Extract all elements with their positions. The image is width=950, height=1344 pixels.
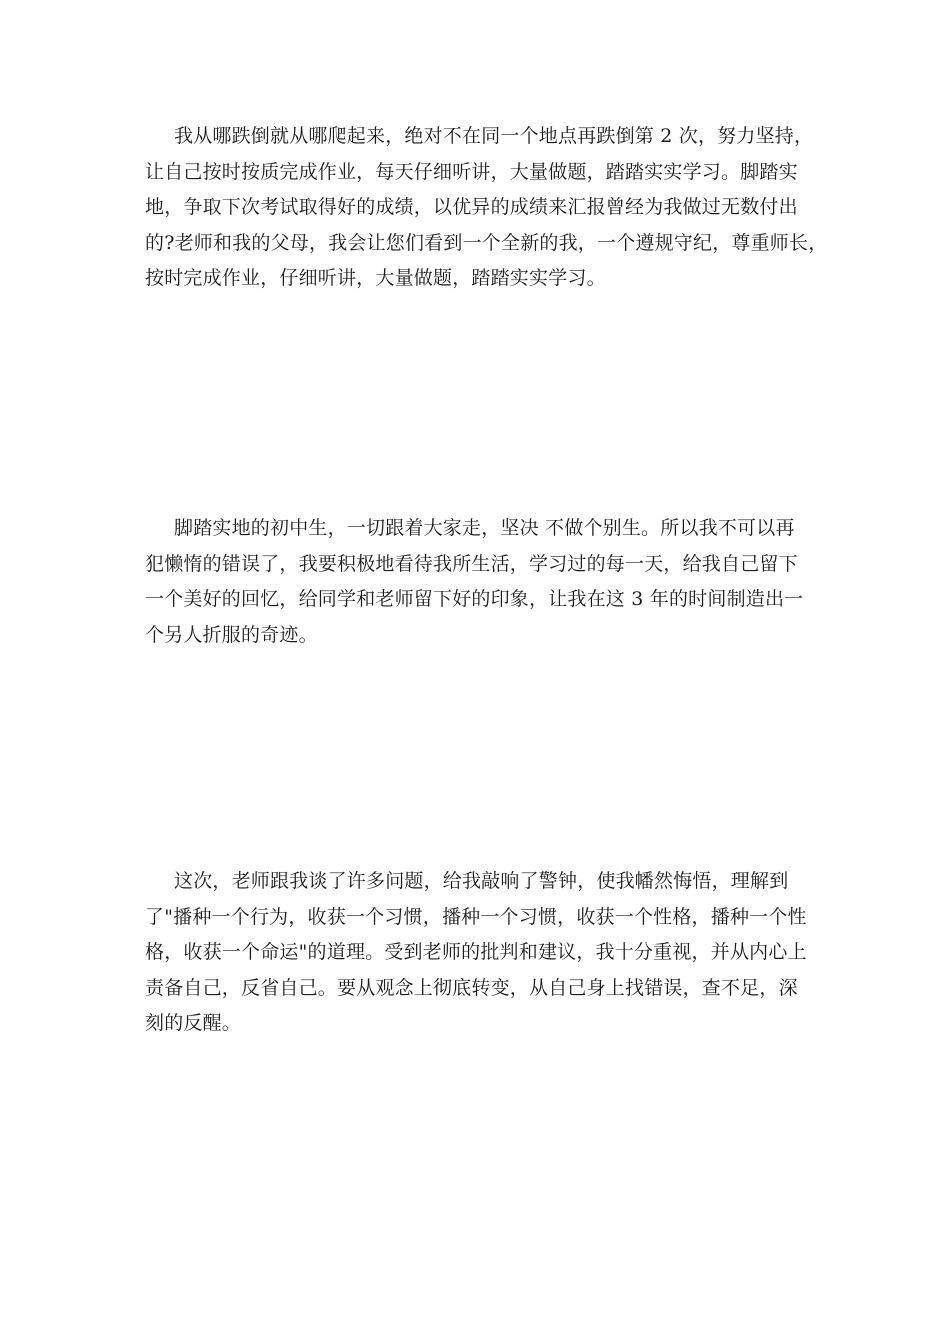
- paragraph-line: 一个美好的回忆，给同学和老师留下好的印象，让我在这 3 年的时间制造出一: [145, 588, 804, 610]
- paragraph-line: 我从哪跌倒就从哪爬起来，绝对不在同一个地点再跌倒第 2 次，努力坚持，: [174, 125, 814, 147]
- paragraph-line: 的?老师和我的父母，我会让您们看到一个全新的我，一个遵规守纪，尊重师长，: [145, 231, 828, 254]
- paragraph-line: 这次，老师跟我谈了许多问题，给我敲响了警钟，使我幡然悔悟，理解到: [174, 870, 789, 892]
- paragraph-line: 让自己按时按质完成作业，每天仔细听讲，大量做题，踏踏实实学习。脚踏实: [145, 160, 798, 183]
- paragraph-line: 地，争取下次考试取得好的成绩，以优异的成绩来汇报曾经为我做过无数付出: [145, 196, 798, 218]
- paragraph-1: [145, 119, 828, 297]
- paragraph-line: 个另人折服的奇迹。: [145, 623, 318, 646]
- paragraph-line: 刻的反醒。: [145, 1012, 242, 1034]
- paragraph-line: 格，收获一个命运"的道理。受到老师的批判和建议，我十分重视，并从内心上: [145, 941, 807, 963]
- paragraph-line: 脚踏实地的初中生，一切跟着大家走，坚决 不做个别生。所以我不可以再: [174, 517, 795, 539]
- paragraph-line: 按时完成作业，仔细听讲，大量做题，踏踏实实学习。: [145, 267, 606, 289]
- paragraph-line: 责备自己，反省自己。要从观念上彻底转变，从自己身上找错误，查不足，深: [145, 976, 798, 999]
- paragraph-3: [145, 864, 825, 1042]
- paragraph-line: 了"播种一个行为，收获一个习惯，播种一个习惯，收获一个性格，播种一个性: [145, 905, 807, 928]
- paragraph-line: 犯懒惰的错误了，我要积极地看待我所生活，学习过的每一天，给我自己留下: [145, 552, 798, 575]
- paragraph-2: [145, 511, 825, 653]
